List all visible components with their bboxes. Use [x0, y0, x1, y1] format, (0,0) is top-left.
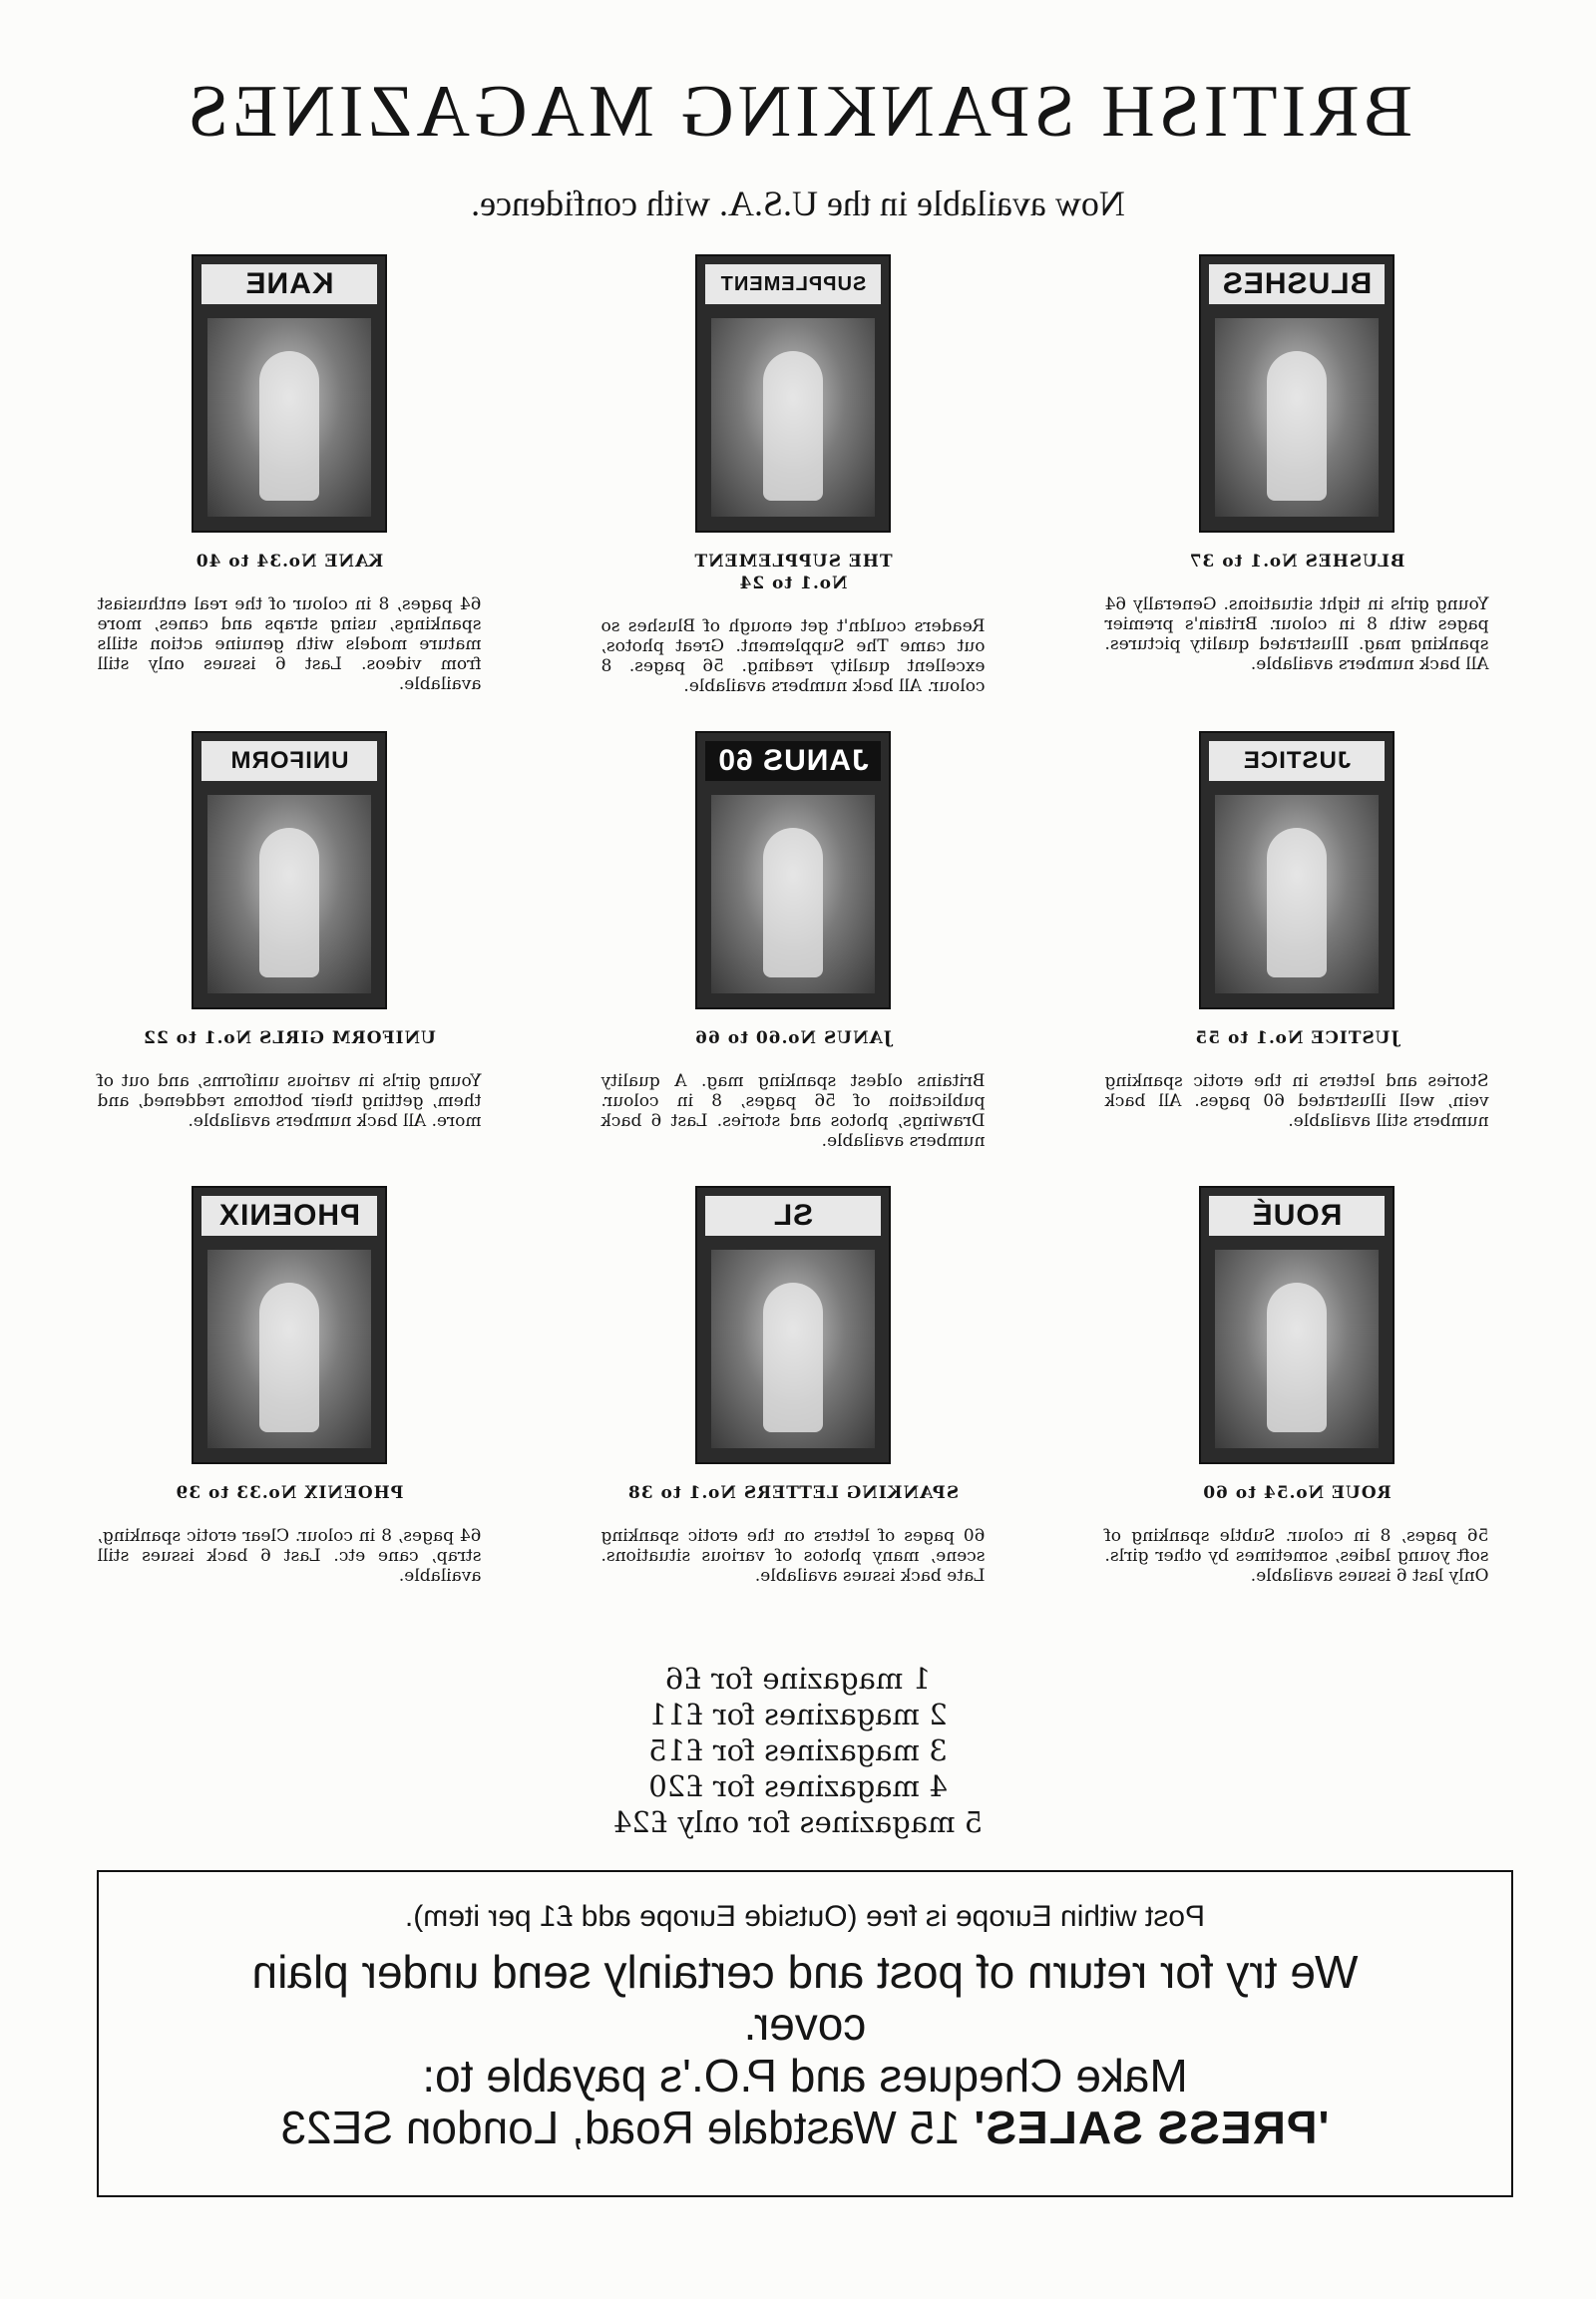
cover-masthead: ROUÉ [1209, 1196, 1385, 1236]
cover-masthead: SUPPLEMENT [705, 264, 881, 304]
magazine-cover-image [192, 254, 387, 533]
magazine-title: JUSTICE No.1 to 55 [1194, 1028, 1399, 1048]
magazine-item-janus [589, 731, 998, 1176]
price-line: 1 magazine for £6 [664, 1662, 932, 1696]
magazine-cover-image [192, 1186, 387, 1464]
cheques-note: Make Cheques and P.O.'s payable to: [422, 2050, 1188, 2102]
magazine-grid [85, 254, 1501, 1631]
magazine-item-justice [1092, 731, 1501, 1176]
magazine-title: JANUS No.60 to 66 [694, 1028, 892, 1048]
magazine-row [85, 731, 1501, 1176]
magazine-title: KANE No.34 to 40 [195, 552, 384, 572]
magazine-cover-image [1199, 1186, 1395, 1464]
cover-masthead: BLUSHES [1209, 264, 1385, 304]
magazine-item-supplement [589, 254, 998, 721]
magazine-item-uniform-girls [85, 731, 494, 1176]
magazine-description: 64 pages, 8 in colour. Clear erotic spanking, strap, cane etc. Last 6 back issues still available. [97, 1526, 482, 1586]
magazine-description: Readers couldn't get enough of Blushes so out came The Supplement. Great photos, excellent quality reading. 56 pages. 8 colour. All back numbers available. [600, 616, 986, 696]
magazine-title: UNIFORM GIRLS No.1 to 22 [143, 1028, 436, 1048]
mailing-address [99, 2102, 1511, 2153]
price-list [0, 1661, 1596, 1840]
cover-masthead: UNIFORM [201, 741, 377, 781]
page-title: BRITISH SPANKING MAGAZINES [184, 71, 1412, 153]
magazine-description: 64 pages, 8 in colour of the real enthusiast spankings, using straps and canes, more mature models with genuine action stills from videos. Last 6 issues only still available. [97, 594, 482, 694]
cover-masthead: SL [705, 1196, 881, 1236]
magazine-title: THE SUPPLEMENT No.1 to 24 [693, 552, 893, 593]
payee-name: 'PRESS SALES' [973, 2102, 1330, 2153]
price-line: 4 magazines for £20 [648, 1769, 948, 1803]
magazine-description: 56 pages, 8 in colour. Subtle spanking of soft young ladies, sometimes by other girls. Only last 6 issues available. [1104, 1526, 1489, 1586]
magazine-description: Stories and letters in the erotic spanking vein, well illustrated 60 pages. All back numbers still available. [1104, 1071, 1489, 1131]
cover-masthead: JUSTICE [1209, 741, 1385, 781]
cover-masthead: PHOENIX [201, 1196, 377, 1236]
price-line: 3 magazines for £15 [648, 1733, 948, 1767]
magazine-title: ROUE No.54 to 60 [1202, 1483, 1392, 1503]
magazine-item-kane [85, 254, 494, 721]
cover-masthead: JANUS 60 [705, 741, 881, 781]
magazine-cover-image [1199, 254, 1395, 533]
magazine-description: Young girls in various uniforms, and out of them, getting their bottoms reddened, and more. All back numbers available. [97, 1071, 482, 1131]
cover-masthead: KANE [201, 264, 377, 304]
magazine-title: BLUSHES No.1 to 37 [1188, 552, 1405, 572]
magazine-description: 60 pages of letters on the erotic spanking scene, many photos of various situations. Late back issues available. [600, 1526, 986, 1586]
magazine-title: SPANKING LETTERS No.1 to 38 [626, 1483, 960, 1503]
magazine-title: PHOENIX No.33 to 39 [175, 1483, 404, 1503]
price-line: 5 magazines for only £24 [612, 1805, 984, 1839]
magazine-item-phoenix [85, 1186, 494, 1631]
street-address: 15 Wastdale Road, London SE23 [280, 2102, 974, 2153]
plain-cover-note: We try for return of post and certainly send under plain cover. [251, 1946, 1359, 2050]
magazine-row [85, 1186, 1501, 1631]
magazine-cover-image [695, 1186, 891, 1464]
page-subtitle: Now available in the U.S.A. with confidence. [471, 184, 1125, 223]
magazine-description: Young girls in tight situations. Generally 64 pages with 8 in colour. Britain's premier spanking mag. Illustrated quality pictures. All back numbers available. [1104, 594, 1489, 674]
magazine-cover-image [695, 731, 891, 1009]
magazine-cover-image [1199, 731, 1395, 1009]
magazine-item-spanking-letters [589, 1186, 998, 1631]
ordering-info-box [97, 1870, 1513, 2197]
magazine-cover-image [695, 254, 891, 533]
postage-note: Post within Europe is free (Outside Europe add £1 per item). [404, 1900, 1206, 1933]
magazine-item-roue [1092, 1186, 1501, 1631]
magazine-item-blushes [1092, 254, 1501, 721]
magazine-description: Britains oldest spanking mag. A quality publication of 56 pages, 8 in colour. Drawings, photos and stories. Last 6 back numbers available. [600, 1071, 986, 1151]
magazine-row [85, 254, 1501, 721]
price-line: 2 magazines for £11 [648, 1698, 948, 1731]
magazine-cover-image [192, 731, 387, 1009]
